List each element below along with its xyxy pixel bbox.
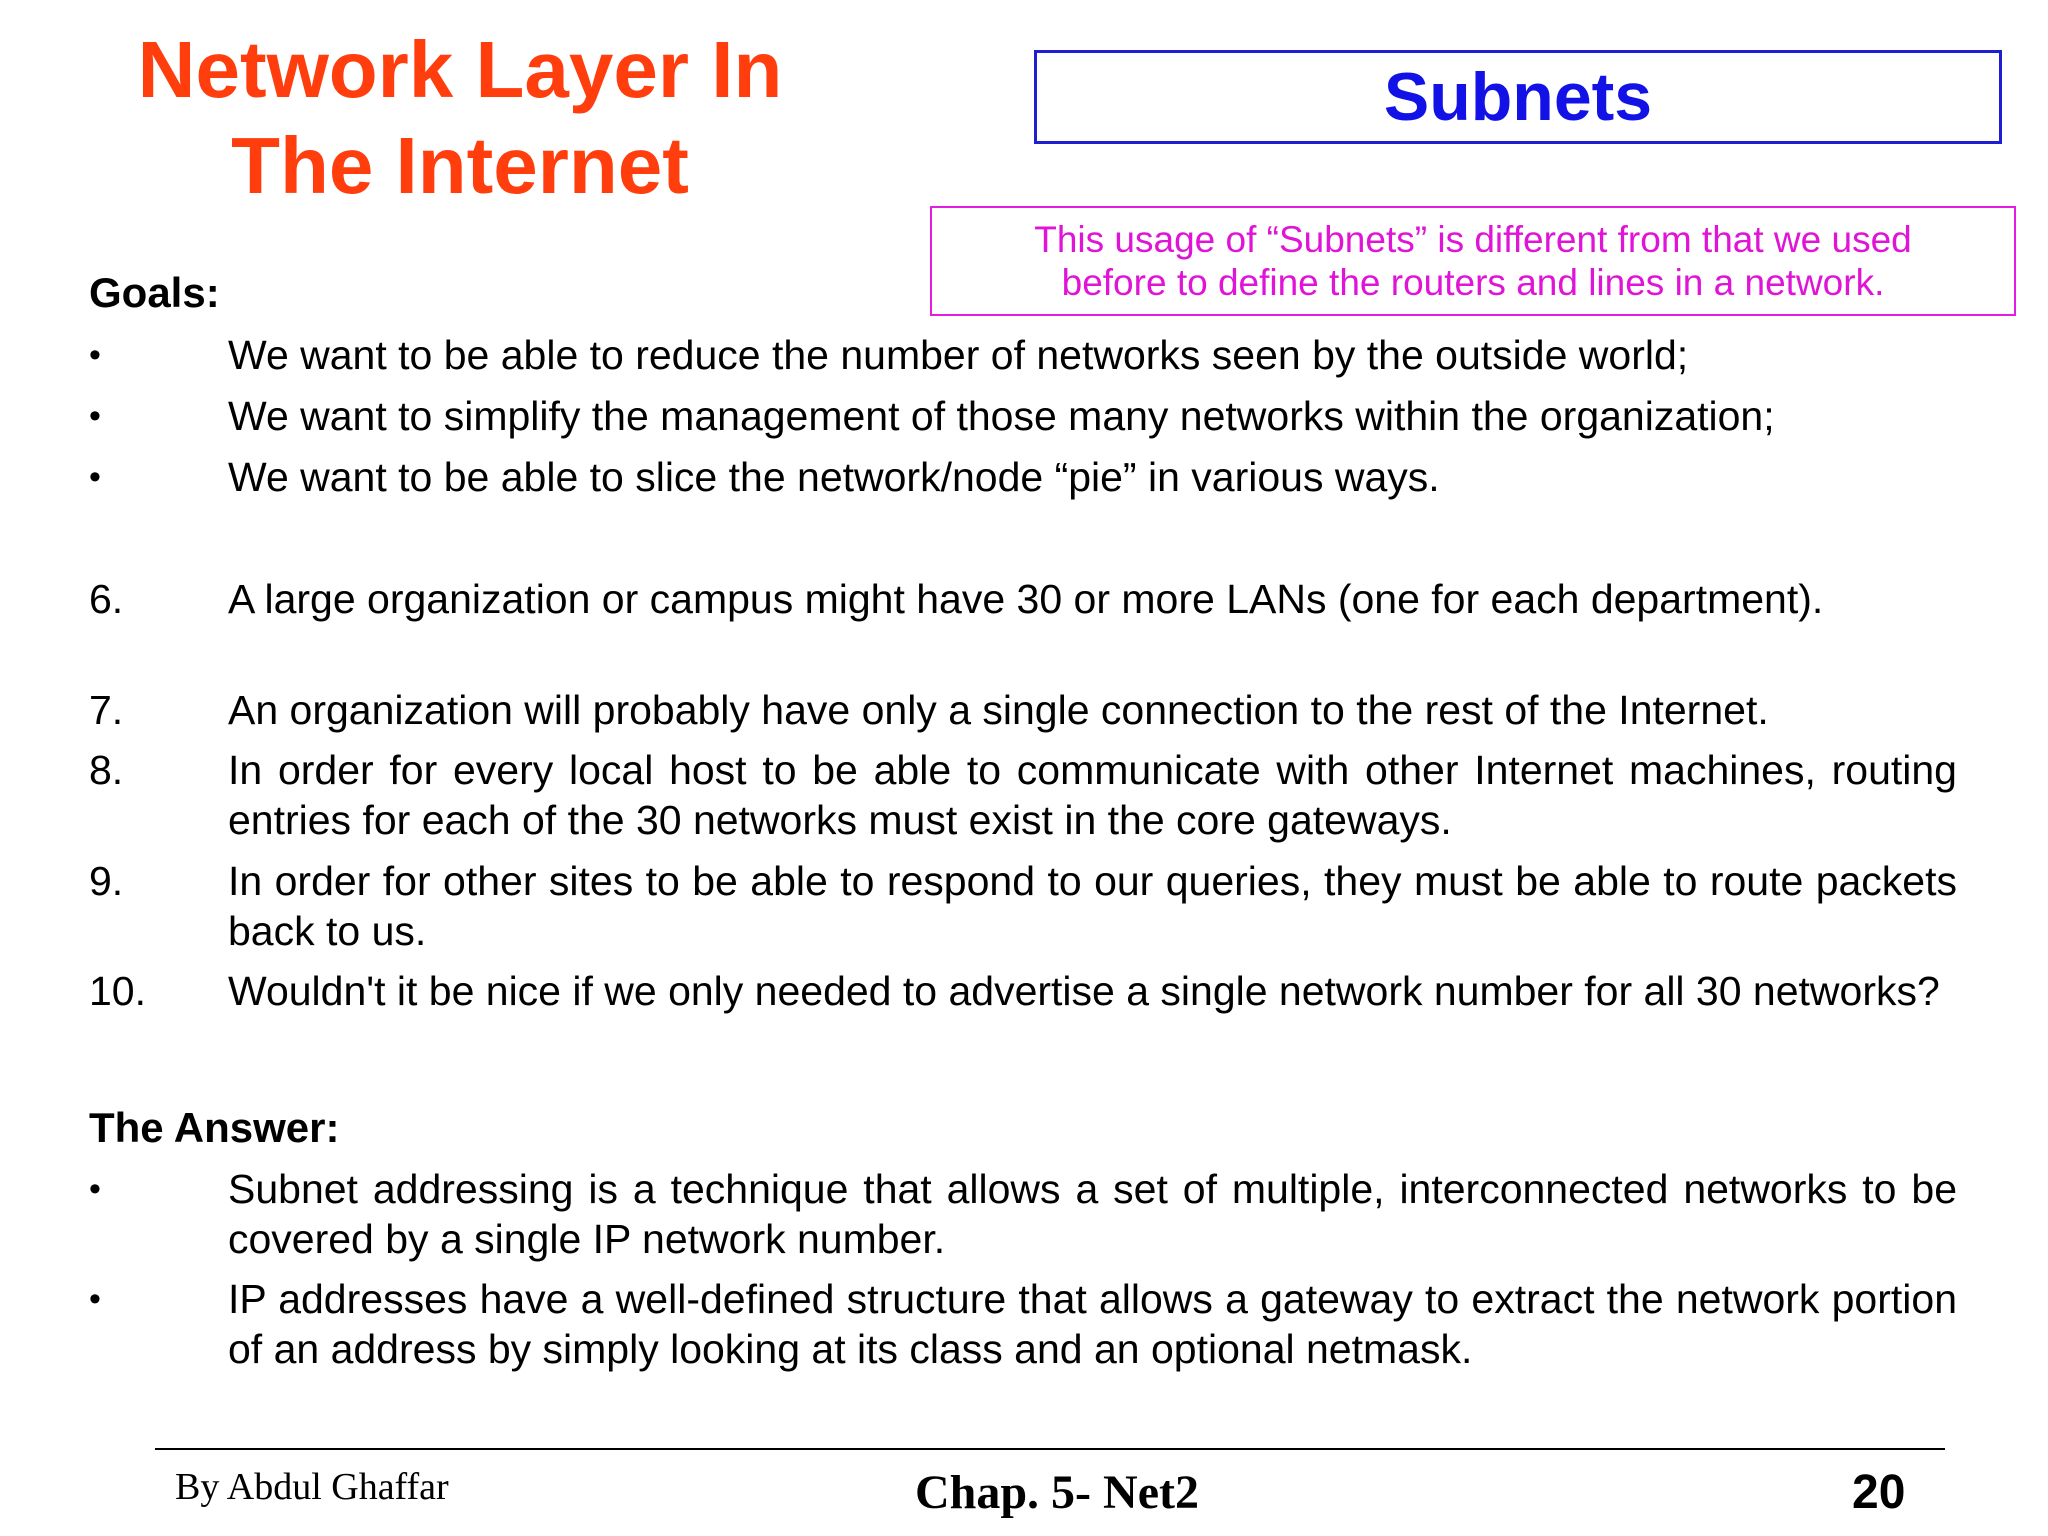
numbered-text-9: In order for other sites to be able to respond to our queries, they must be able to route packets back to us. [228, 858, 1957, 954]
goals-heading: Goals: [89, 269, 220, 316]
number-marker: 8. [89, 747, 124, 793]
footer-author: By Abdul Ghaffar [175, 1466, 449, 1508]
answer-item-1 [89, 1164, 1957, 1264]
footer-chapter: Chap. 5- Net2 [915, 1466, 1199, 1519]
number-marker: 9. [89, 858, 124, 904]
note-line-2: before to define the routers and lines in a network. [1061, 262, 1885, 303]
subnets-header-label: Subnets [1383, 59, 1653, 135]
numbered-item-10 [89, 966, 1957, 1016]
slide-title-line-1: Network Layer In [137, 25, 783, 114]
number-marker: 7. [89, 687, 124, 733]
bullet-marker: • [89, 458, 101, 496]
goal-item-2 [89, 391, 1957, 441]
numbered-item-7 [89, 685, 1957, 735]
bullet-marker: • [89, 1170, 101, 1208]
numbered-item-9 [89, 856, 1957, 956]
goal-text-1: We want to be able to reduce the number of networks seen by the outside world; [228, 332, 1689, 378]
subnets-header-box [1034, 50, 2002, 144]
numbered-text-10: Wouldn't it be nice if we only needed to advertise a single network number for all 30 networks? [228, 968, 1940, 1014]
bullet-marker: • [89, 1280, 101, 1318]
slide-title [100, 22, 820, 214]
answer-text-1: Subnet addressing is a technique that allows a set of multiple, interconnected networks to be covered by a single IP network number. [228, 1166, 1957, 1262]
answer-text-2: IP addresses have a well-defined structure that allows a gateway to extract the network portion of an address by simply looking at its class and an optional netmask. [228, 1276, 1957, 1372]
answer-heading: The Answer: [89, 1104, 340, 1151]
numbered-text-6: A large organization or campus might have 30 or more LANs (one for each department). [228, 576, 1824, 622]
goal-text-3: We want to be able to slice the network/node “pie” in various ways. [228, 454, 1440, 500]
numbered-item-6 [89, 574, 1957, 624]
numbered-item-8 [89, 745, 1957, 845]
goal-item-1 [89, 330, 1957, 380]
goal-text-2: We want to simplify the management of those many networks within the organization; [228, 393, 1775, 439]
slide-title-line-2: The Internet [231, 121, 689, 210]
bullet-marker: • [89, 397, 101, 435]
numbered-text-8: In order for every local host to be able to communicate with other Internet machines, routing entries for each of the 30 networks must exist in the core gateways. [228, 747, 1957, 843]
footer-page-number: 20 [1852, 1466, 1906, 1519]
subnets-usage-note [930, 206, 2016, 316]
answer-item-2 [89, 1274, 1957, 1374]
goal-item-3 [89, 452, 1957, 502]
numbered-text-7: An organization will probably have only a single connection to the rest of the Internet. [228, 687, 1769, 733]
number-marker: 6. [89, 576, 124, 622]
number-marker: 10. [89, 968, 146, 1014]
note-line-1: This usage of “Subnets” is different from that we used [1034, 219, 1912, 260]
footer-divider [155, 1448, 1945, 1450]
bullet-marker: • [89, 336, 101, 374]
